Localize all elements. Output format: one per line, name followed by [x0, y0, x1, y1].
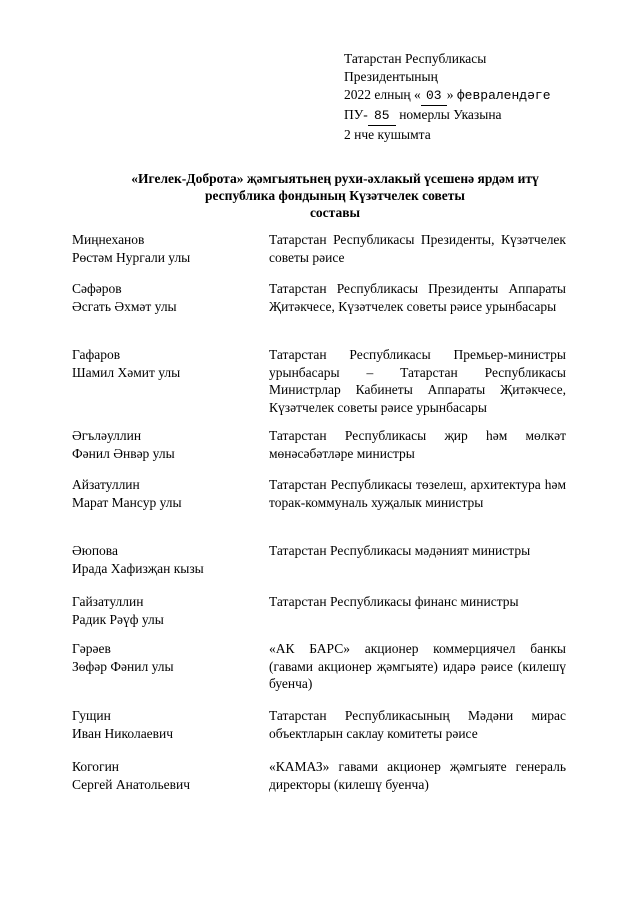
header-month: февралендәге [456, 88, 551, 103]
member-position: Татарстан Республикасы финанс министры [269, 594, 519, 609]
member-position: Татарстан Республикасы төзелеш, архитектура һәм торак-коммуналь хуҗалык министры [269, 477, 566, 510]
member-name [72, 758, 252, 793]
header-decree-line [344, 106, 549, 126]
member-surname: Әюпова [72, 543, 118, 558]
header-day-close: » [446, 87, 454, 102]
header-day: 03 [421, 87, 447, 106]
member-given-name: Зөфәр Фәнил улы [72, 658, 174, 674]
member-position: Татарстан Республикасы Президенты Аппараты Җитәкчесе, Күзәтчелек советы рәисе урынбасары [269, 281, 566, 314]
member-given-name: Әсгать Әхмәт улы [72, 298, 177, 314]
member-position: Татарстан Республикасының Мәдәни мирас объектларын саклау комитеты рәисе [269, 708, 566, 741]
header-date-line [344, 86, 549, 106]
header-year: 2022 елның « [344, 87, 421, 102]
member-given-name: Шамил Хәмит улы [72, 364, 181, 380]
title-line-3: составы [309, 205, 361, 220]
member-surname: Гәрәев [72, 641, 111, 656]
member-surname: Сәфәров [72, 281, 122, 296]
member-position: Татарстан Республикасы җир һәм мөлкәт мөнәсәбәтләре министры [269, 428, 566, 461]
member-given-name: Радик Рәүф улы [72, 611, 164, 627]
member-position: «КАМАЗ» гавами акционер җәмгыяте генераль директоры (килешү буенча) [269, 759, 566, 792]
member-surname: Когогин [72, 759, 120, 774]
document-title [60, 170, 610, 221]
member-name [72, 707, 252, 742]
title-line-1: «Игелек-Доброта» җәмгыятьнең рухи-әхлакый үсешенә ярдәм итү [131, 171, 539, 186]
decree-annex-header [344, 50, 549, 144]
member-position: «АК БАРС» акционер коммерциячел банкы (гавами акционер җәмгыяте) идарә рәисе (килешү буенча) [269, 641, 566, 691]
member-name [72, 542, 252, 577]
member-surname: Айзатуллин [72, 477, 140, 492]
header-decree-number: 85 [368, 107, 396, 126]
member-surname: Гафаров [72, 347, 121, 362]
title-line-2: республика фондының Күзәтчелек советы [205, 188, 465, 203]
member-given-name: Сергей Анатольевич [72, 776, 191, 792]
member-given-name: Ирада Хафизҗан кызы [72, 560, 204, 576]
member-given-name: Марат Мансур улы [72, 494, 182, 510]
member-name [72, 640, 252, 675]
member-position: Татарстан Республикасы мәдәният министры [269, 543, 531, 558]
header-decree-prefix: ПУ- [344, 107, 368, 122]
header-decree-suffix: номерлы Указына [399, 107, 502, 122]
member-name [72, 427, 252, 462]
member-name [72, 476, 252, 511]
header-president: Президентының [344, 69, 438, 84]
member-position: Татарстан Республикасы Президенты, Күзәтчелек советы рәисе [269, 232, 566, 265]
member-given-name: Рөстәм Нургали улы [72, 249, 191, 265]
member-name [72, 280, 252, 315]
member-surname: Әгъләуллин [72, 428, 142, 443]
member-surname: Гущин [72, 708, 111, 723]
member-name [72, 593, 252, 628]
member-given-name: Фәнил Әнвәр улы [72, 445, 175, 461]
member-surname: Гайзатуллин [72, 594, 144, 609]
member-surname: Миңнеханов [72, 232, 145, 247]
header-republic: Татарстан Республикасы [344, 51, 487, 66]
member-name [72, 346, 252, 381]
member-given-name: Иван Николаевич [72, 725, 174, 741]
header-annex: 2 нче кушымта [344, 127, 431, 142]
member-position: Татарстан Республикасы Премьер-министры урынбасары – Татарстан Республикасы Министрлар Кабинеты Аппараты Җитәкчесе, Күзәтчелек советы рәисе урынбасары [269, 347, 566, 415]
member-name [72, 231, 252, 266]
